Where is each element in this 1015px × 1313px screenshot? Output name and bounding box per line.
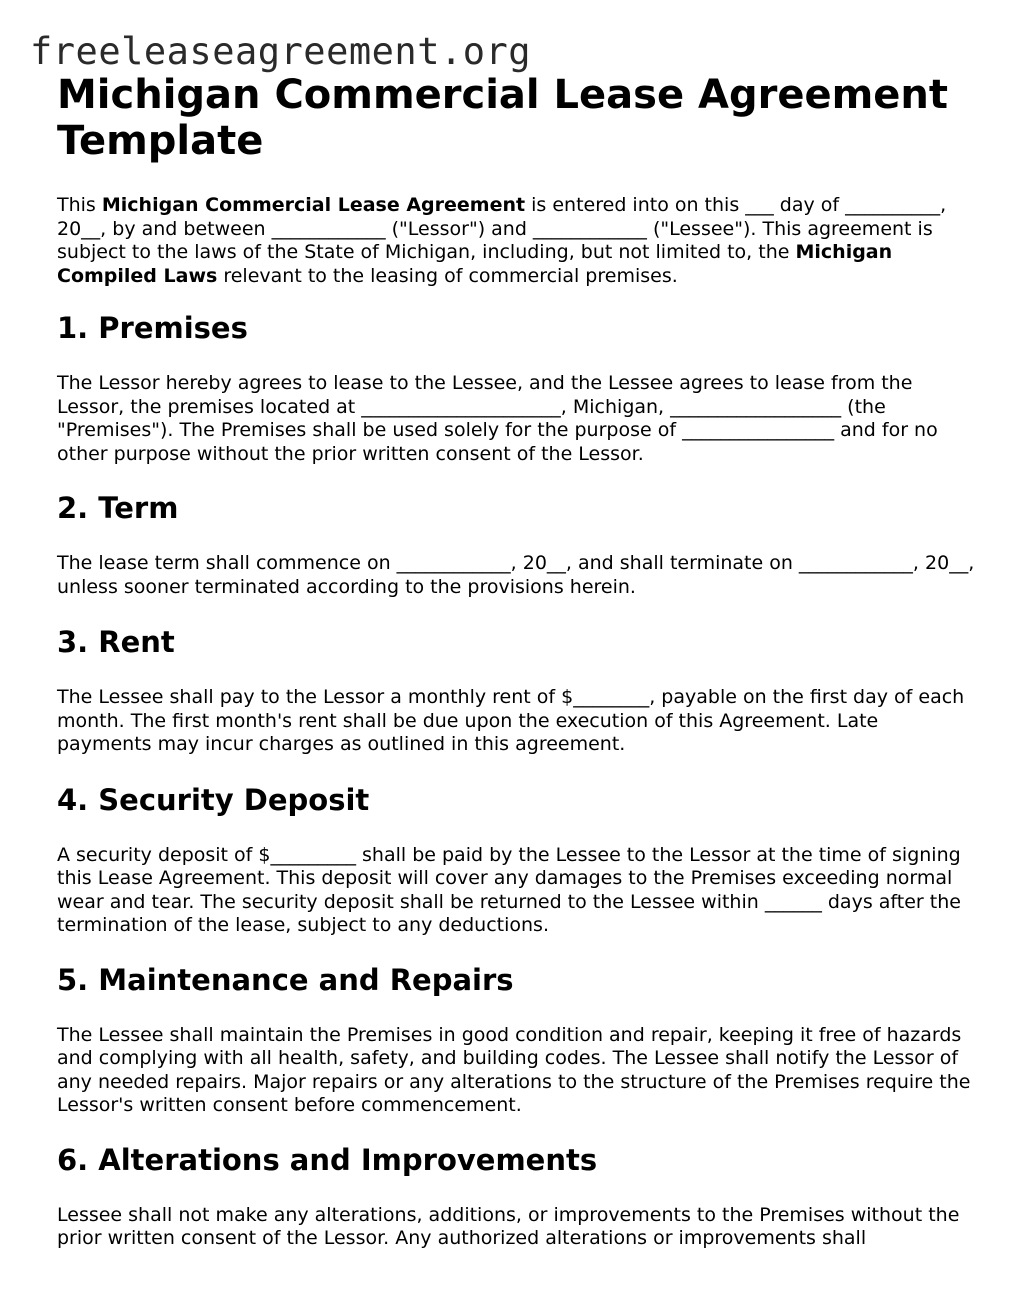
intro-paragraph [57, 194, 975, 288]
section-heading: 1. Premises [57, 311, 248, 345]
section-body: The Lessor hereby agrees to lease to the Lessee, and the Lessee agrees to lease from the Lessor, the premises located at _____________________, Michigan, __________________ (the "Premises"). The Premises shall be used solely for the purpose of ________________ and for no other purpose without the prior written consent of the Lessor. [57, 372, 938, 465]
intro-text-3: relevant to the leasing of commercial premises. [217, 264, 678, 287]
section-heading: 4. Security Deposit [57, 782, 370, 817]
section-term [57, 491, 975, 599]
section-body: The Lessee shall pay to the Lessor a monthly rent of $________, payable on the first day of each month. The first month's rent shall be due upon the execution of this Agreement. Late payments may incur charges as outlined in this agreement. [57, 686, 965, 755]
intro-bold-agreement-name: Michigan Commercial Lease Agreement [101, 194, 526, 216]
section-body: Lessee shall not make any alterations, additions, or improvements to the Premises without the prior written consent of the Lessor. Any authorized alterations or improvements shall [57, 1203, 960, 1249]
section-heading: 5. Maintenance and Repairs [57, 962, 514, 997]
section-alterations-improvements [57, 1143, 975, 1251]
watermark-text: freeleaseagreement.org [30, 30, 532, 73]
section-heading: 6. Alterations and Improvements [57, 1142, 598, 1177]
document-title: Michigan Commercial Lease Agreement Template [57, 72, 948, 164]
section-heading: 3. Rent [57, 625, 175, 659]
intro-text-2: is entered into on this ___ day of __________, 20__, by and between ____________ ("Lessor") and ____________ ("Lessee"). This agreement is subject to the laws of the State of Michigan, including, but not limited to, the [57, 194, 947, 263]
section-body: A security deposit of $_________ shall be paid by the Lessee to the Lessor at the time of signing this Lease Agreement. This deposit will cover any damages to the Premises exceeding normal wear and tear. The security deposit shall be returned to the Lessee within ______ days after the termination of the lease, subject to any deductions. [57, 843, 961, 936]
intro-text-1: This [57, 194, 102, 216]
document-body [57, 72, 975, 1251]
section-rent [57, 625, 975, 757]
section-body: The Lessee shall maintain the Premises in good condition and repair, keeping it free of hazards and complying with all health, safety, and building codes. The Lessee shall notify the Lessor of any needed repairs. Major repairs or any alterations to the structure of the Premises require the Lessor's written consent before commencement. [57, 1023, 971, 1116]
section-premises [57, 311, 975, 466]
intro-bold-compiled-laws: Michigan Compiled Laws [57, 241, 893, 287]
section-maintenance-repairs [57, 963, 975, 1118]
section-security-deposit [57, 783, 975, 938]
section-body: The lease term shall commence on ____________, 20__, and shall terminate on ____________, 20__, unless sooner terminated according to the provisions herein. [57, 552, 975, 598]
section-heading: 2. Term [57, 491, 179, 525]
